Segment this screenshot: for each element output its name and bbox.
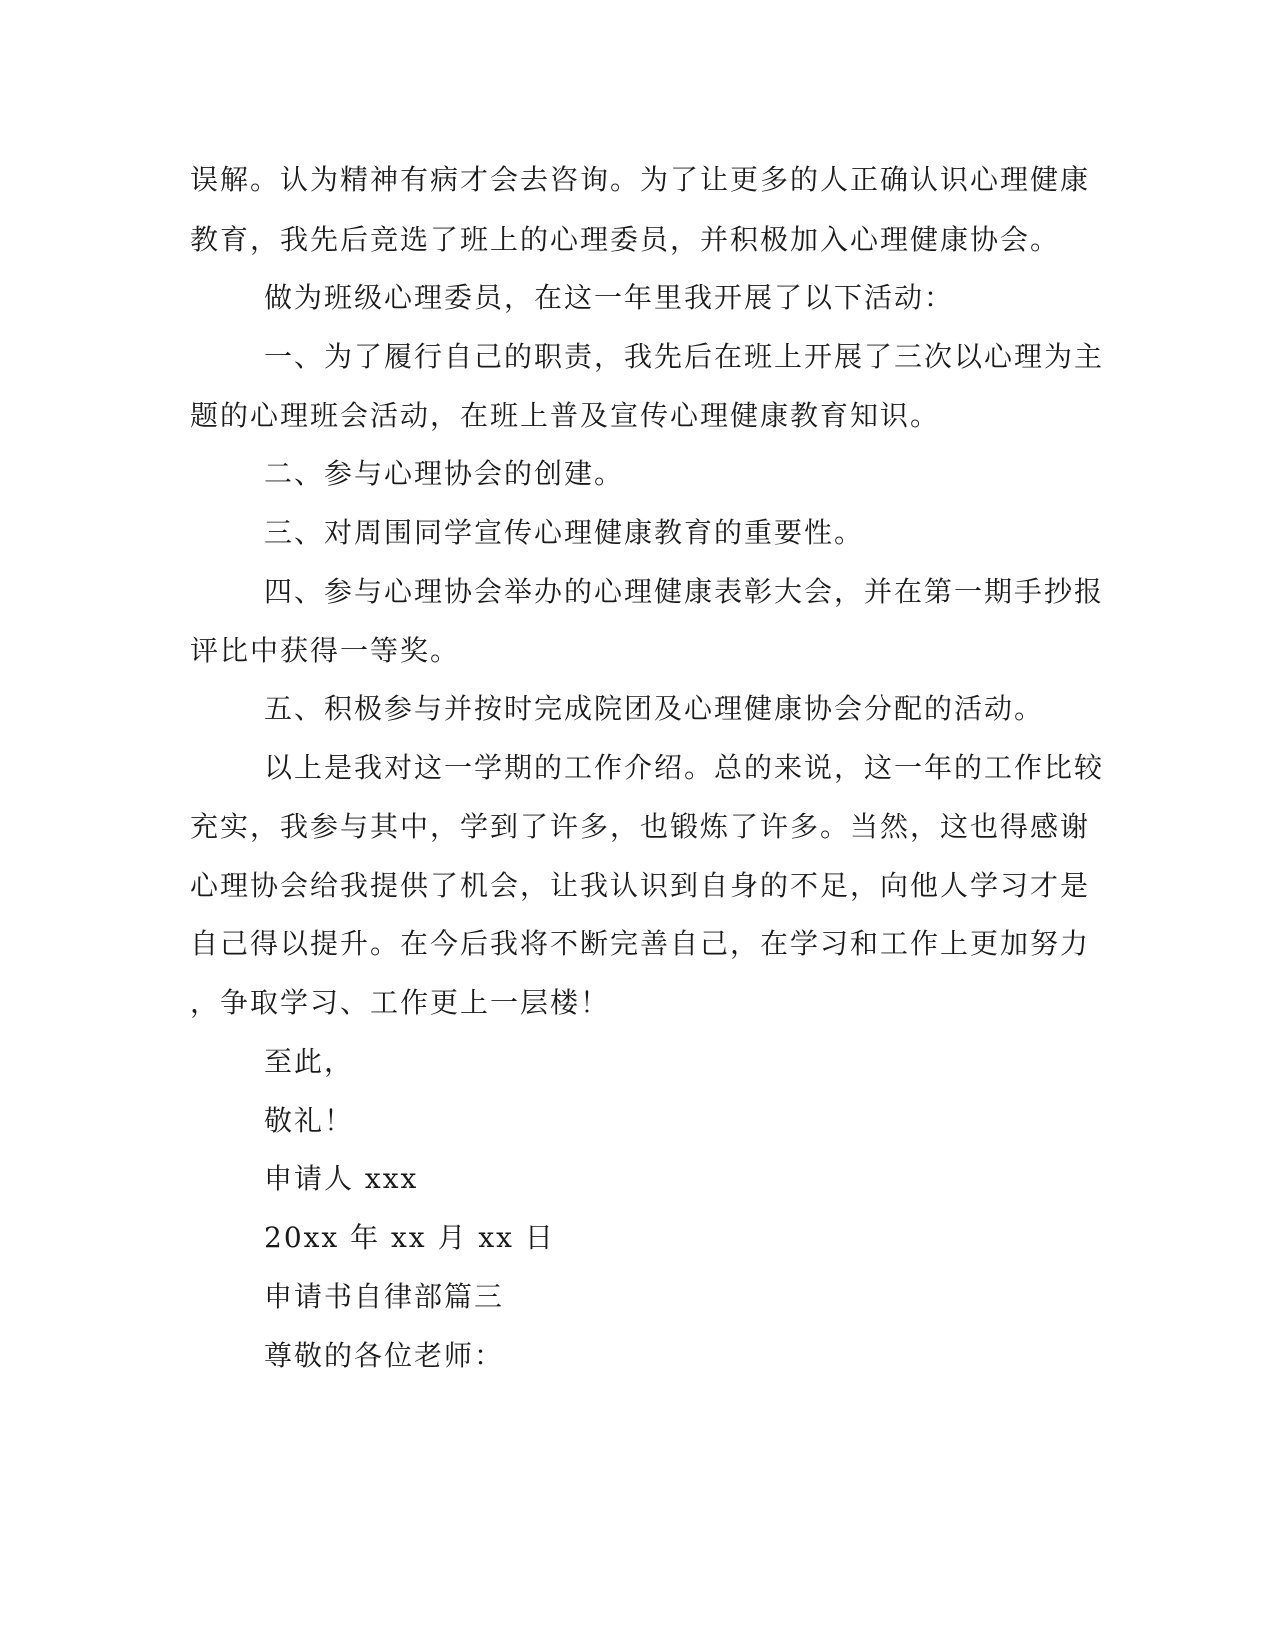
text-line: 五、积极参与并按时完成院团及心理健康协会分配的活动。	[264, 692, 1045, 725]
text-line: 评比中获得一等奖。	[190, 634, 461, 667]
text-line: 误解。认为精神有病才会去咨询。为了让更多的人正确认识心理健康	[190, 163, 1091, 196]
text-line: 二、参与心理协会的创建。	[264, 457, 625, 490]
text-line: 三、对周围同学宣传心理健康教育的重要性。	[264, 516, 865, 549]
text-line: 至此，	[264, 1045, 355, 1078]
text-line: 申请人 xxx	[264, 1162, 419, 1195]
text-line: 敬礼！	[264, 1104, 355, 1137]
text-line: 申请书自律部篇三	[264, 1280, 505, 1313]
text-line: 尊敬的各位老师：	[264, 1339, 505, 1372]
text-line: ，争取学习、工作更上一层楼！	[190, 986, 611, 1019]
text-line: 题的心理班会活动，在班上普及宣传心理健康教育知识。	[190, 399, 941, 432]
text-line: 心理协会给我提供了机会，让我认识到自身的不足，向他人学习才是	[190, 869, 1091, 902]
text-line: 做为班级心理委员，在这一年里我开展了以下活动：	[264, 281, 955, 314]
text-line: 四、参与心理协会举办的心理健康表彰大会，并在第一期手抄报	[264, 575, 1105, 608]
text-line: 一、为了履行自己的职责，我先后在班上开展了三次以心理为主	[264, 340, 1105, 373]
text-line: 20xx 年 xx 月 xx 日	[264, 1221, 555, 1254]
text-line: 以上是我对这一学期的工作介绍。总的来说，这一年的工作比较	[264, 751, 1105, 784]
text-line: 教育，我先后竞选了班上的心理委员，并积极加入心理健康协会。	[190, 223, 1061, 256]
text-line: 充实，我参与其中，学到了许多，也锻炼了许多。当然，这也得感谢	[190, 810, 1091, 843]
text-line: 自己得以提升。在今后我将不断完善自己，在学习和工作上更加努力	[190, 927, 1091, 960]
